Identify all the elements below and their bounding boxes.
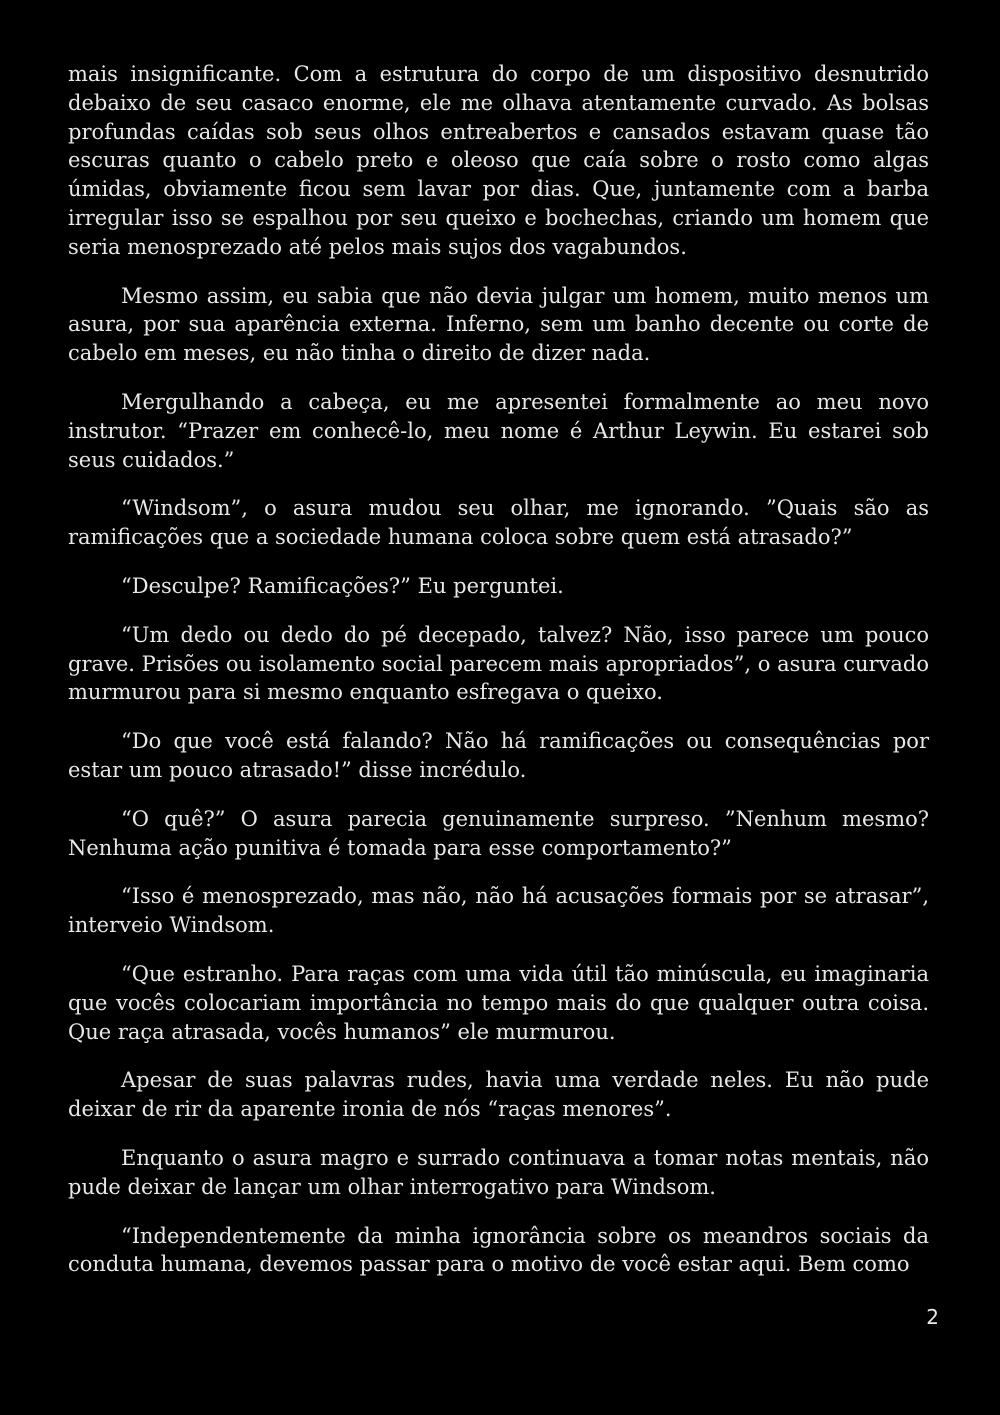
paragraph-6: “Um dedo ou dedo do pé decepado, talvez? Não, isso parece um pouco grave. Prisões ou isolamento social parecem mais apropriados”, o asura curvado murmurou para si mesmo enquanto esfregava o queixo. — [68, 622, 929, 705]
paragraph-7: “Do que você está falando? Não há ramificações ou consequências por estar um pouco atrasado!” disse incrédulo. — [68, 729, 929, 782]
paragraph-2: Mesmo assim, eu sabia que não devia julgar um homem, muito menos um asura, por sua aparência externa. Inferno, sem um banho decente ou corte de cabelo em meses, eu não tinha o direito de dizer nada. — [68, 283, 929, 366]
paragraph-3: Mergulhando a cabeça, eu me apresentei formalmente ao meu novo instrutor. “Prazer em conhecê-lo, meu nome é Arthur Leywin. Eu estarei sob seus cuidados.” — [68, 389, 929, 472]
paragraph-13: “Independentemente da minha ignorância sobre os meandros sociais da conduta humana, devemos passar para o motivo de você estar aqui. Bem como — [68, 1223, 929, 1277]
body-text — [68, 60, 929, 1299]
paragraph-12: Enquanto o asura magro e surrado continuava a tomar notas mentais, não pude deixar de lançar um olhar interrogativo para Windsom. — [68, 1145, 929, 1199]
page-number: 2 — [926, 1305, 939, 1329]
paragraph-1: mais insignificante. Com a estrutura do corpo de um dispositivo desnutrido debaixo de seu casaco enorme, ele me olhava atentamente curvado. As bolsas profundas caídas sob seus olhos entreabertos e cansados estavam quase tão escuras quanto o cabelo preto e oleoso que caía sobre o rosto como algas úmidas, obviamente ficou sem lavar por dias. Que, juntamente com a barba irregular isso se espalhou por seu queixo e bochechas, criando um homem que seria menosprezado até pelos mais sujos dos vagabundos. — [68, 62, 929, 259]
paragraph-4: “Windsom”, o asura mudou seu olhar, me ignorando. ”Quais são as ramificações que a sociedade humana coloca sobre quem está atrasado?” — [68, 496, 929, 550]
paragraph-5: “Desculpe? Ramificações?” Eu perguntei. — [121, 573, 564, 598]
paragraph-11: Apesar de suas palavras rudes, havia uma verdade neles. Eu não pude deixar de rir da aparente ironia de nós “raças menores”. — [68, 1068, 929, 1122]
paragraph-9: “Isso é menosprezado, mas não, não há acusações formais por se atrasar”, interveio Windsom. — [68, 884, 929, 938]
paragraph-10: “Que estranho. Para raças com uma vida útil tão minúscula, eu imaginaria que vocês colocariam importância no tempo mais do que qualquer outra coisa. Que raça atrasada, vocês humanos” ele murmurou. — [68, 961, 929, 1044]
paragraph-8: “O quê?” O asura parecia genuinamente surpreso. ”Nenhum mesmo? Nenhuma ação punitiva é tomada para esse comportamento?” — [68, 806, 929, 860]
